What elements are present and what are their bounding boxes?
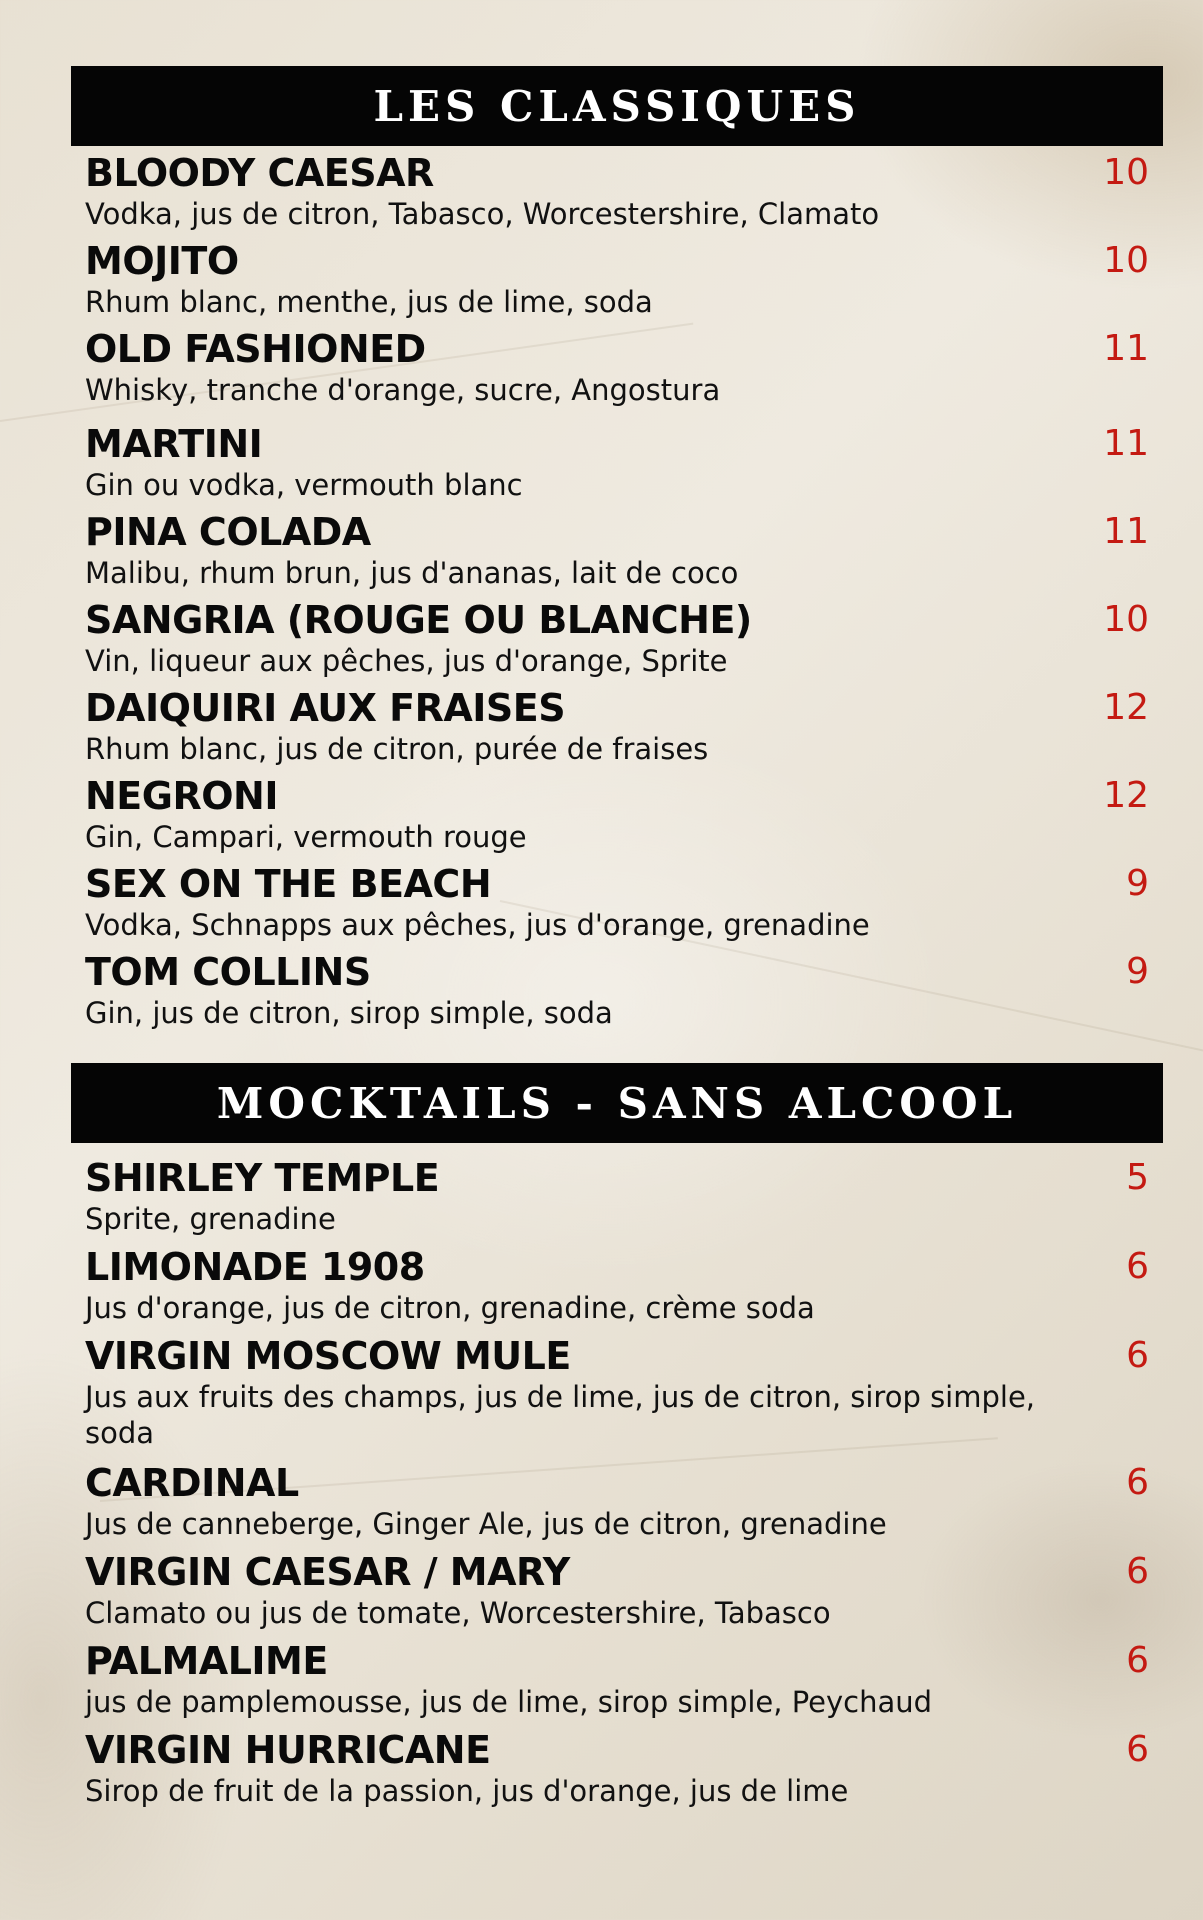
item-name: NEGRONI — [85, 774, 278, 818]
item-name: CARDINAL — [85, 1461, 299, 1505]
item-description: Gin ou vodka, vermouth blanc — [85, 468, 523, 502]
item-name: VIRGIN MOSCOW MULE — [85, 1334, 571, 1378]
item-price: 6 — [1126, 1462, 1149, 1503]
item-name: MOJITO — [85, 239, 239, 283]
item-price: 9 — [1126, 863, 1149, 904]
menu-item — [85, 421, 1149, 509]
item-description: Jus de canneberge, Ginger Ale, jus de citron, grenadine — [85, 1507, 887, 1541]
item-name: SHIRLEY TEMPLE — [85, 1156, 440, 1200]
item-price: 11 — [1103, 423, 1149, 464]
item-description: jus de pamplemousse, jus de lime, sirop simple, Peychaud — [85, 1685, 933, 1719]
item-description: Rhum blanc, jus de citron, purée de fraises — [85, 732, 709, 766]
item-description: Jus aux fruits des champs, jus de lime, jus de citron, sirop simple, soda — [85, 1380, 1036, 1450]
item-price: 6 — [1126, 1551, 1149, 1592]
item-name: SEX ON THE BEACH — [85, 862, 492, 906]
menu-item — [85, 1638, 1149, 1727]
item-price: 5 — [1126, 1157, 1149, 1198]
item-description: Vodka, Schnapps aux pêches, jus d'orange, grenadine — [85, 908, 870, 942]
menu-item — [85, 326, 1149, 421]
item-list — [71, 1143, 1163, 1816]
item-name: LIMONADE 1908 — [85, 1245, 425, 1289]
menu-item — [85, 597, 1149, 685]
item-description: Vin, liqueur aux pêches, jus d'orange, Sprite — [85, 644, 728, 678]
menu-item — [85, 1727, 1149, 1816]
item-price: 11 — [1103, 511, 1149, 552]
menu-item — [85, 773, 1149, 861]
item-description: Sprite, grenadine — [85, 1202, 336, 1236]
item-price: 12 — [1103, 775, 1149, 816]
section-mocktails — [71, 1063, 1163, 1816]
menu-item — [85, 238, 1149, 326]
item-description: Vodka, jus de citron, Tabasco, Worcestershire, Clamato — [85, 197, 880, 231]
menu-item — [85, 861, 1149, 949]
item-name: VIRGIN CAESAR / MARY — [85, 1550, 570, 1594]
item-price: 6 — [1126, 1335, 1149, 1376]
menu-item — [85, 1333, 1149, 1460]
item-description: Sirop de fruit de la passion, jus d'orange, jus de lime — [85, 1774, 849, 1808]
menu-item — [85, 509, 1149, 597]
menu-item — [85, 1460, 1149, 1549]
item-price: 6 — [1126, 1640, 1149, 1681]
item-name: OLD FASHIONED — [85, 327, 426, 371]
item-name: DAIQUIRI AUX FRAISES — [85, 686, 566, 730]
menu-item — [85, 1155, 1149, 1244]
item-price: 6 — [1126, 1729, 1149, 1770]
item-description: Malibu, rhum brun, jus d'ananas, lait de coco — [85, 556, 739, 590]
item-price: 10 — [1103, 152, 1149, 193]
item-price: 10 — [1103, 599, 1149, 640]
section-classiques — [71, 66, 1163, 1037]
item-price: 9 — [1126, 951, 1149, 992]
menu-item — [85, 949, 1149, 1037]
item-name: SANGRIA (ROUGE OU BLANCHE) — [85, 598, 752, 642]
item-price: 12 — [1103, 687, 1149, 728]
menu-item — [85, 150, 1149, 238]
item-description: Jus d'orange, jus de citron, grenadine, crème soda — [85, 1291, 815, 1325]
menu-item — [85, 685, 1149, 773]
item-description: Rhum blanc, menthe, jus de lime, soda — [85, 285, 653, 319]
item-list — [71, 146, 1163, 1037]
section-title: LES CLASSIQUES — [71, 66, 1163, 146]
item-price: 6 — [1126, 1246, 1149, 1287]
item-name: PINA COLADA — [85, 510, 371, 554]
item-name: MARTINI — [85, 422, 263, 466]
item-description: Gin, Campari, vermouth rouge — [85, 820, 527, 854]
item-name: BLOODY CAESAR — [85, 151, 434, 195]
drink-menu — [71, 66, 1163, 1816]
item-description: Whisky, tranche d'orange, sucre, Angostura — [85, 373, 721, 407]
item-price: 10 — [1103, 240, 1149, 281]
section-title: MOCKTAILS - SANS ALCOOL — [71, 1063, 1163, 1143]
item-description: Gin, jus de citron, sirop simple, soda — [85, 996, 613, 1030]
menu-item — [85, 1244, 1149, 1333]
menu-item — [85, 1549, 1149, 1638]
item-description: Clamato ou jus de tomate, Worcestershire, Tabasco — [85, 1596, 831, 1630]
item-name: VIRGIN HURRICANE — [85, 1728, 491, 1772]
item-name: PALMALIME — [85, 1639, 328, 1683]
item-price: 11 — [1103, 328, 1149, 369]
item-name: TOM COLLINS — [85, 950, 371, 994]
